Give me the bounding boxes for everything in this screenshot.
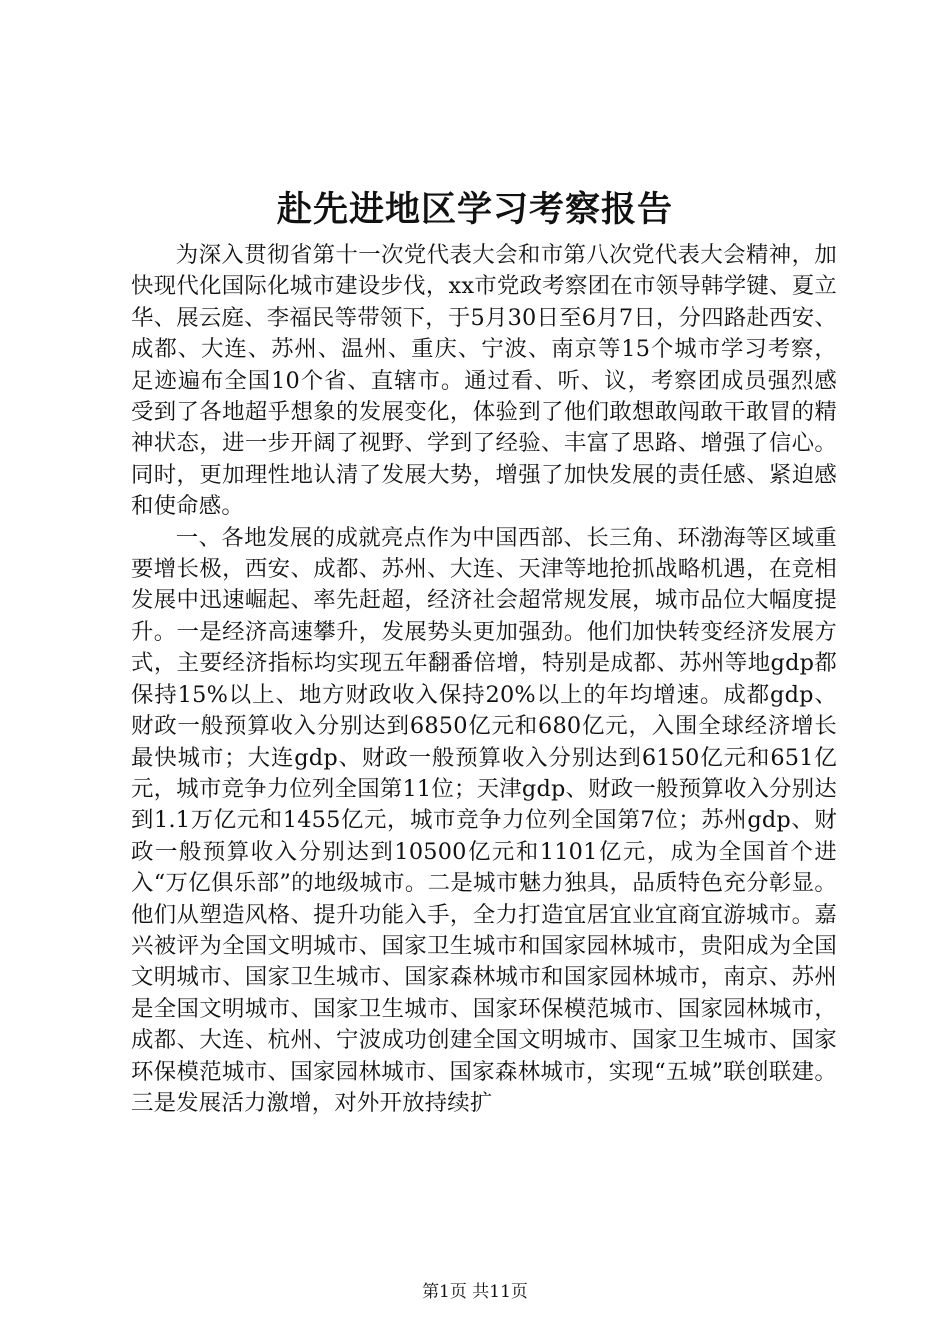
paragraph-section-one: 一、各地发展的成就亮点作为中国西部、长三角、环渤海等区域重要增长极，西安、成都、苏州、大连、天津等地抢抓战略机遇，在竞相发展中迅速崛起、率先赶超，经济社会超常规发展，城市品位大幅度提升。一是经济高速攀升，发展势头更加强劲。他们加快转变经济发展方式，主要经济指标均实现五年翻番倍增，特别是成都、苏州等地gdp都保持15%以上、地方财政收入保持20%以上的年均增速。成都gdp、财政一般预算收入分别达到6850亿元和680亿元，入围全球经济增长最快城市；大连gdp、财政一般预算收入分别达到6150亿元和651亿元，城市竞争力位列全国第11位；天津gdp、财政一般预算收入分别达到1.1万亿元和1455亿元，城市竞争力位列全国第7位；苏州gdp、财政一般预算收入分别达到10500亿元和1101亿元，成为全国首个进入“万亿俱乐部”的地级城市。二是城市魅力独具，品质特色充分彰显。他们从塑造风格、提升功能入手，全力打造宜居宜业宜商宜游城市。嘉兴被评为全国文明城市、国家卫生城市和国家园林城市，贵阳成为全国文明城市、国家卫生城市、国家森林城市和国家园林城市，南京、苏州是全国文明城市、国家卫生城市、国家环保模范城市、国家园林城市，成都、大连、杭州、宁波成功创建全国文明城市、国家卫生城市、国家环保模范城市、国家园林城市、国家森林城市，实现“五城”联创联建。三是发展活力激增，对外开放持续扩 (131, 524, 837, 1116)
document-body (131, 240, 837, 1119)
page-footer: 第1页 共11页 (422, 1282, 528, 1302)
document-title: 赴先进地区学习考察报告 (276, 189, 673, 230)
paragraph-intro: 为深入贯彻省第十一次党代表大会和市第八次党代表大会精神，加快现代化国际化城市建设步伐，xx市党政考察团在市领导韩学键、夏立华、展云庭、李福民等带领下，于5月30日至6月7日，分四路赴西安、成都、大连、苏州、温州、重庆、宁波、南京等15个城市学习考察，足迹遍布全国10个省、直辖市。通过看、听、议，考察团成员强烈感受到了各地超乎想象的发展变化，体验到了他们敢想敢闯敢干敢冒的精神状态，进一步开阔了视野、学到了经验、丰富了思路、增强了信心。同时，更加理性地认清了发展大势，增强了加快发展的责任感、紧迫感和使命感。 (131, 242, 837, 520)
